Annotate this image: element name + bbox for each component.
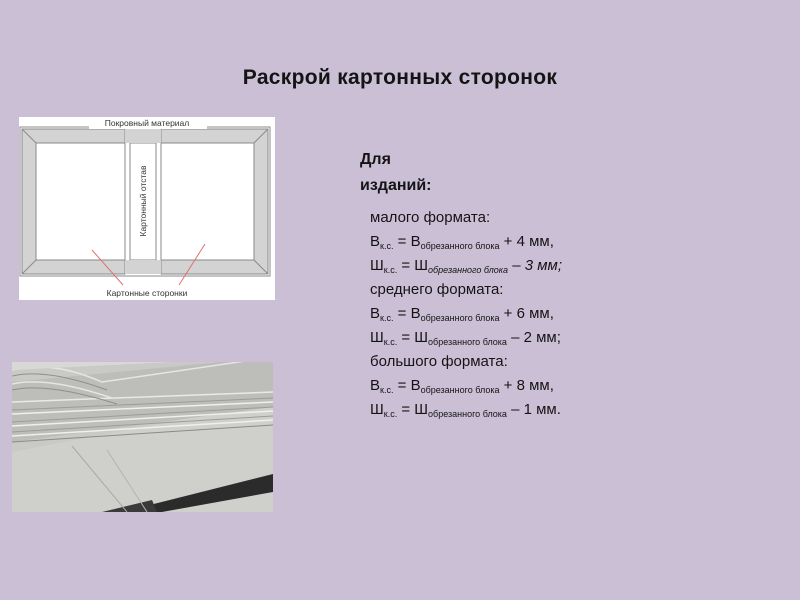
- heading: [360, 147, 432, 199]
- large-width-formula: $Ш_{к.с.} = Ш_{обрезанного блока} - 1$ мм.: [370, 401, 561, 419]
- small-width-formula: $Ш_{к.с.} = Ш_{обрезанного блока} - 3$ мм;: [370, 257, 562, 275]
- small-height-formula: $В_{к.с.} = В_{обрезанного блока} + 4$ мм,: [370, 233, 554, 251]
- label-boards: Картонные сторонки: [106, 288, 188, 298]
- label-cover-material: Покровный материал: [104, 118, 190, 128]
- slide-title: Раскрой картонных сторонок: [242, 66, 558, 89]
- cardboard-photo: [12, 362, 273, 512]
- format-rules: [370, 206, 562, 422]
- medium-width-formula: $Ш_{к.с.} = Ш_{обрезанного блока} - 2$ мм;: [370, 329, 561, 347]
- small-format-title: малого формата:: [370, 209, 491, 226]
- heading-line-2: изданий:: [360, 177, 432, 194]
- large-format-title: большого формата:: [370, 353, 508, 370]
- heading-line-1: Для: [360, 151, 391, 168]
- medium-height-formula: $В_{к.с.} = В_{обрезанного блока} + 6$ мм,: [370, 305, 554, 323]
- cover-layout-diagram: [19, 117, 275, 300]
- label-spine: Картонный отстав: [138, 165, 148, 237]
- large-height-formula: $В_{к.с.} = В_{обрезанного блока} + 8$ мм,: [370, 377, 554, 395]
- medium-format-title: среднего формата:: [370, 281, 504, 298]
